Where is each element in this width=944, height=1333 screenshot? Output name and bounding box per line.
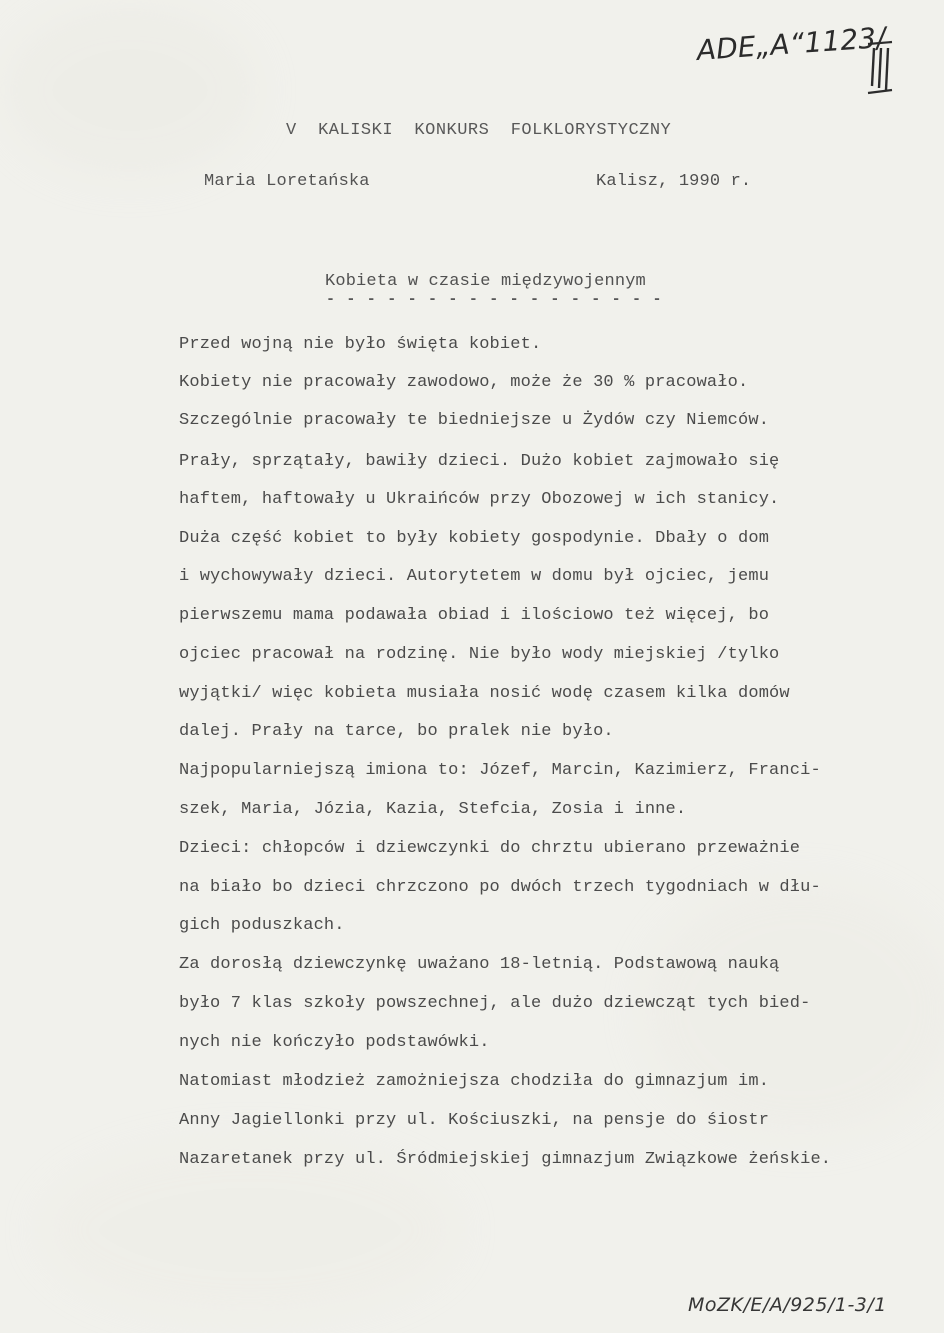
body-line: wyjątki/ więc kobieta musiała nosić wodę czasem kilka domów [179,684,790,703]
body-line: haftem, haftowały u Ukraińców przy Obozowej w ich stanicy. [179,490,780,509]
body-line: Nazaretanek przy ul. Śródmiejskiej gimnazjum Związkowe żeńskie. [179,1150,832,1169]
body-line: Za dorosłą dziewczynkę uważano 18-letnią. Podstawową nauką [179,955,780,974]
body-line: Natomiast młodzież zamożniejsza chodziła do gimnazjum im. [179,1072,770,1091]
body-line: Szczególnie pracowały te biedniejsze u Żydów czy Niemców. [179,411,770,430]
body-line: Przed wojną nie było święta kobiet. [179,335,542,354]
body-line: na biało bo dzieci chrzczono po dwóch trzech tygodniach w dłu- [179,878,821,897]
paper-stain [0,0,260,180]
subtitle-underline: - - - - - - - - - - - - - - - - - [326,291,663,308]
body-line: szek, Maria, Józia, Kazia, Stefcia, Zosia i inne. [179,800,687,819]
body-line: nych nie kończyło podstawówki. [179,1033,490,1052]
archive-reference-bottom: MoZK/E/A/925/1-3/1 [688,1294,887,1316]
body-line: i wychowywały dzieci. Autorytetem w domu był ojciec, jemu [179,567,770,586]
author-name: Maria Loretańska [204,172,370,191]
body-line: Anny Jagiellonki przy ul. Kościuszki, na pensje do śiostr [179,1111,770,1130]
body-line: dalej. Prały na tarce, bo pralek nie było. [179,722,614,741]
body-line: Kobiety nie pracowały zawodowo, może że 30 % pracowało. [179,373,749,392]
document-subtitle: Kobieta w czasie międzywojennym [325,272,646,291]
body-line: Duża część kobiet to były kobiety gospodynie. Dbały o dom [179,529,770,548]
body-line: Dzieci: chłopców i dziewczynki do chrztu ubierano przeważnie [179,839,801,858]
document-title: V KALISKI KONKURS FOLKLORYSTYCZNY [286,121,672,140]
archive-reference-top: ADE„A“1123/ [695,20,888,67]
body-line: było 7 klas szkoły powszechnej, ale dużo dziewcząt tych bied- [179,994,811,1013]
body-line: pierwszemu mama podawała obiad i ilościowo też więcej, bo [179,606,770,625]
roman-numeral-mark [867,40,893,100]
place-date: Kalisz, 1990 r. [596,172,752,191]
body-line: gich poduszkach. [179,916,345,935]
body-line: ojciec pracował na rodzinę. Nie było wody miejskiej /tylko [179,645,780,664]
body-line: Prały, sprzątały, bawiły dzieci. Dużo kobiet zajmowało się [179,452,780,471]
body-line: Najpopularniejszą imiona to: Józef, Marcin, Kazimierz, Franci- [179,761,821,780]
